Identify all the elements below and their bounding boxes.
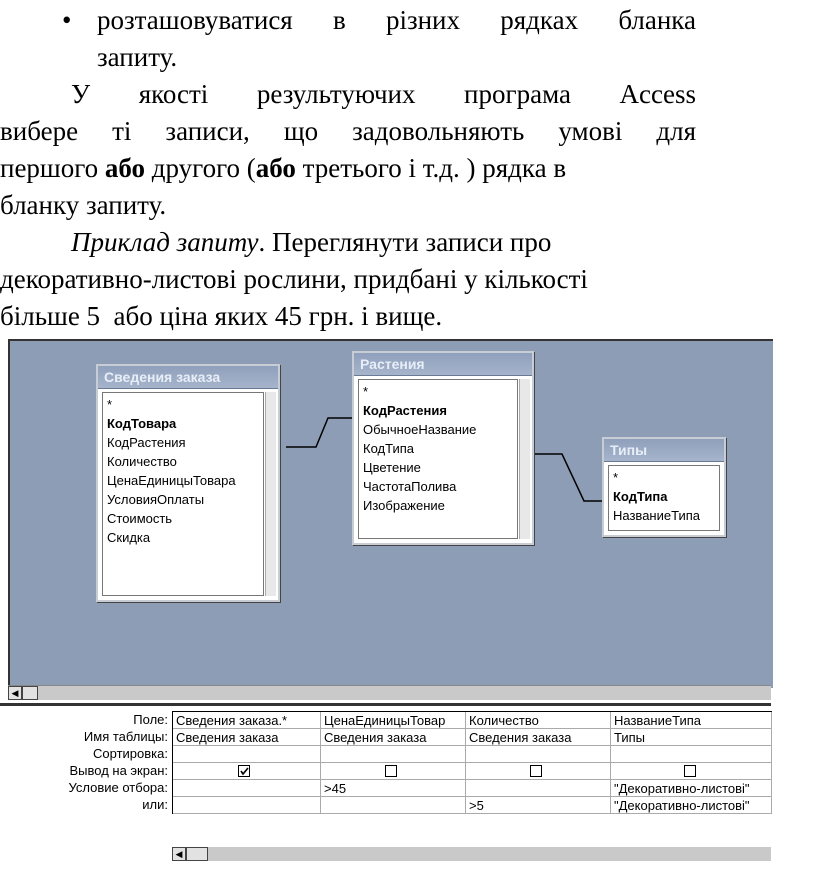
show-checkbox[interactable] [684, 765, 696, 777]
field-list [358, 379, 518, 539]
cell-criteria[interactable]: "Декоративно-листові" [611, 780, 772, 797]
cell-field[interactable]: НазваниеТипа [611, 712, 772, 729]
field-item[interactable]: Скидка [107, 530, 151, 545]
table-box-svedeniya-zakaza[interactable] [96, 364, 280, 602]
field-item[interactable]: КодРастения [107, 435, 186, 450]
row-label-table: Имя таблицы: [83, 729, 168, 744]
field-list [102, 392, 264, 596]
paragraph-2-line-3: більше 5 або ціна яких 45 грн. і вище. [0, 301, 443, 331]
text-fragment: другого ( [145, 153, 256, 183]
field-item[interactable]: УсловияОплаты [107, 492, 205, 507]
show-checkbox[interactable] [530, 765, 542, 777]
show-checkbox[interactable] [385, 765, 397, 777]
paragraph-1-line-2: вибере ті записи, що задовольняють умові для [0, 116, 696, 146]
cell-show [173, 763, 321, 780]
scroll-left-icon[interactable]: ◀ [172, 847, 186, 861]
row-label-sort: Сортировка: [93, 746, 168, 761]
cell-table[interactable]: Сведения заказа [466, 729, 611, 746]
cell-sort[interactable] [321, 746, 466, 763]
cell-criteria[interactable] [466, 780, 611, 797]
cell-field[interactable]: Сведения заказа.* [173, 712, 321, 729]
table-box-tipy[interactable] [602, 437, 726, 537]
cell-table[interactable]: Типы [611, 729, 772, 746]
row-label-show: Вывод на экран: [69, 763, 168, 778]
cell-field[interactable]: Количество [466, 712, 611, 729]
table-title[interactable]: Сведения заказа [98, 366, 278, 389]
cell-table[interactable]: Сведения заказа [173, 729, 321, 746]
field-item[interactable]: ЦенаЕдиницыТовара [107, 473, 236, 488]
cell-or[interactable]: "Декоративно-листові" [611, 797, 772, 814]
cell-criteria[interactable]: >45 [321, 780, 466, 797]
cell-or[interactable] [321, 797, 466, 814]
field-item[interactable]: ЧастотаПолива [363, 479, 457, 494]
bullet-line-2: запиту. [97, 42, 178, 72]
field-item[interactable]: Изображение [363, 498, 445, 513]
paragraph-1-line-3 [0, 150, 696, 187]
cell-sort[interactable] [611, 746, 772, 763]
bullet: • [62, 5, 72, 35]
grid-horizontal-scrollbar[interactable] [172, 847, 771, 861]
cell-show [321, 763, 466, 780]
qbe-grid [0, 711, 771, 847]
paragraph-1-line-4: бланку запиту. [0, 190, 167, 220]
cell-criteria[interactable] [173, 780, 321, 797]
cell-sort[interactable] [173, 746, 321, 763]
show-checkbox-checked[interactable] [238, 765, 250, 777]
paragraph-1-line-1: У якості результуючих програма Access [71, 79, 696, 109]
field-item[interactable]: КодТипа [363, 441, 415, 456]
field-item[interactable]: Стоимость [107, 511, 173, 526]
field-item[interactable]: * [613, 470, 619, 485]
cell-show [466, 763, 611, 780]
table-title[interactable]: Типы [604, 439, 724, 462]
field-item[interactable]: НазваниеТипа [613, 508, 700, 523]
row-label-or: или: [142, 797, 168, 812]
cell-field[interactable]: ЦенаЕдиницыТовар [321, 712, 466, 729]
query-design-window [0, 333, 771, 874]
field-item-key[interactable]: КодРастения [363, 403, 447, 418]
relationship-line-rastenie-tip [528, 454, 604, 501]
vertical-scrollbar[interactable] [519, 379, 530, 539]
cell-show [611, 763, 772, 780]
field-item-key[interactable]: КодТипа [613, 489, 668, 504]
field-item[interactable]: ОбычноеНазвание [363, 422, 477, 437]
field-list [608, 465, 720, 531]
scroll-left-icon[interactable]: ◀ [8, 686, 22, 700]
grid-cells [172, 711, 772, 814]
field-item[interactable]: * [107, 397, 113, 412]
text-fragment: першого [0, 153, 105, 183]
table-box-rasteniya[interactable] [352, 351, 534, 545]
horizontal-scrollbar[interactable] [8, 685, 771, 700]
paragraph-2-line-1 [71, 224, 696, 261]
cell-sort[interactable] [466, 746, 611, 763]
field-item[interactable]: Цветение [363, 460, 421, 475]
example-text: . Переглянути записи про [258, 227, 552, 257]
cell-or[interactable] [173, 797, 321, 814]
pane-splitter[interactable] [0, 703, 771, 706]
table-diagram-area [8, 339, 773, 688]
scroll-thumb[interactable] [22, 686, 38, 700]
row-label-field: Поле: [133, 712, 168, 727]
table-title[interactable]: Растения [354, 353, 532, 376]
field-item[interactable]: Количество [107, 454, 177, 469]
text-fragment: третього і т.д. ) рядка в [295, 153, 567, 183]
vertical-scrollbar[interactable] [265, 392, 276, 596]
cell-table[interactable]: Сведения заказа [321, 729, 466, 746]
scroll-thumb[interactable] [186, 847, 208, 861]
cell-or[interactable]: >5 [466, 797, 611, 814]
bold-abo-1: або [104, 153, 146, 183]
bullet-text: розташовуватися в різних рядках бланка [97, 5, 696, 35]
bold-abo-2: або [255, 153, 296, 183]
example-label: Приклад запиту [71, 227, 259, 257]
row-label-criteria: Условие отбора: [68, 780, 168, 795]
field-item-key[interactable]: КодТовара [107, 416, 177, 431]
field-item[interactable]: * [363, 384, 369, 399]
paragraph-2-line-2: декоративно-листові рослини, придбані у кількості [0, 264, 588, 294]
relationship-line-tovar-rastenie [286, 418, 354, 447]
